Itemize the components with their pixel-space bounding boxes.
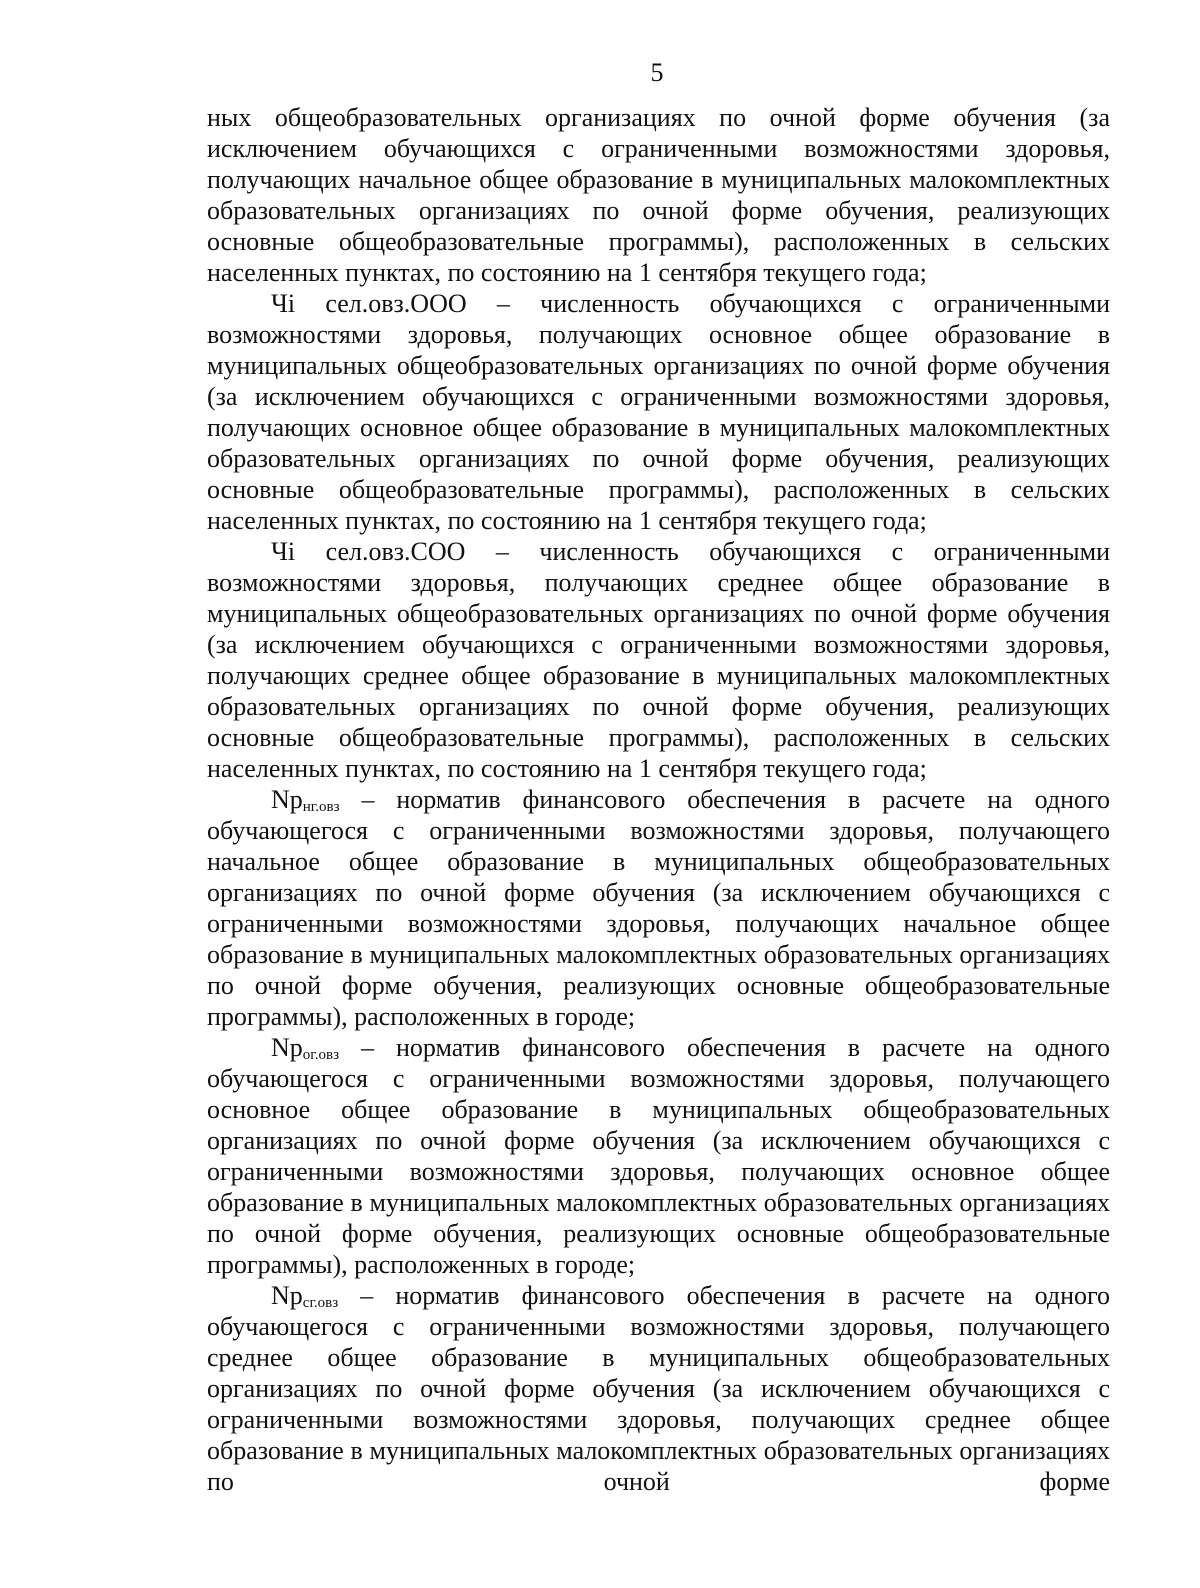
symbol-subscript-ng-ovz: нг.овз [302, 799, 340, 815]
symbol-subscript-og-ovz: ог.овз [302, 1047, 339, 1063]
document-body [207, 102, 1110, 1497]
paragraph-text: – численность обучающихся с ограниченными возможностями здоровья, получающих среднее общее образование в муниципальных общеобразовательных организациях по очной форме обучения (за исключением обучающихся с ограниченными возможностями здоровья, получающих среднее общее образование в муниципальных малокомплектных образовательных организациях по очной форме обучения, реализующих основные общеобразовательные программы), расположенных в сельских населенных пунктах, по состоянию на 1 сентября текущего года; [207, 537, 1110, 783]
symbol-ch-sel-ovz-soo: Чi сел.овз.СОО [271, 537, 466, 566]
symbol-subscript-sg-ovz: сг.овз [302, 1295, 339, 1311]
symbol-np: Nр [271, 1281, 303, 1310]
symbol-ch-sel-ovz-ooo: Чi сел.овз.ООО [271, 289, 467, 318]
paragraph-text: – норматив финансового обеспечения в расчете на одного обучающегося с ограниченными возможностями здоровья, получающего среднее общее образование в муниципальных общеобразовательных организациях по очной форме обучения (за исключением обучающихся с ограниченными возможностями здоровья, получающих среднее общее образование в муниципальных малокомплектных образовательных организациях по очной форме [207, 1281, 1110, 1496]
paragraph-ch-sel-ovz-ooo [207, 288, 1110, 536]
symbol-np: Nр [271, 1033, 303, 1062]
page-number: 5 [650, 58, 664, 87]
paragraph-ch-sel-ovz-soo [207, 536, 1110, 784]
paragraph-text: – норматив финансового обеспечения в расчете на одного обучающегося с ограниченными возможностями здоровья, получающего начальное общее образование в муниципальных общеобразовательных организациях по очной форме обучения (за исключением обучающихся с ограниченными возможностями здоровья, получающих начальное общее образование в муниципальных малокомплектных образовательных организациях по очной форме обучения, реализующих основные общеобразовательные программы), расположенных в городе; [207, 785, 1110, 1031]
paragraph-np-sg-ovz [207, 1280, 1110, 1497]
paragraph-np-ng-ovz [207, 784, 1110, 1032]
paragraph-text: – численность обучающихся с ограниченными возможностями здоровья, получающих основное общее образование в муниципальных общеобразовательных организациях по очной форме обучения (за исключением обучающихся с ограниченными возможностями здоровья, получающих основное общее образование в муниципальных малокомплектных образовательных организациях по очной форме обучения, реализующих основные общеобразовательные программы), расположенных в сельских населенных пунктах, по состоянию на 1 сентября текущего года; [207, 289, 1110, 535]
paragraph-text: – норматив финансового обеспечения в расчете на одного обучающегося с ограниченными возможностями здоровья, получающего основное общее образование в муниципальных общеобразовательных организациях по очной форме обучения (за исключением обучающихся с ограниченными возможностями здоровья, получающих основное общее образование в муниципальных малокомплектных образовательных организациях по очной форме обучения, реализующих основные общеобразовательные программы), расположенных в городе; [207, 1033, 1110, 1279]
symbol-np: Nр [271, 785, 303, 814]
paragraph-text: ных общеобразовательных организациях по очной форме обучения (за исключением обучающихся с ограниченными возможностями здоровья, получающих начальное общее образование в муниципальных малокомплектных образовательных организациях по очной форме обучения, реализующих основные общеобразовательные программы), расположенных в сельских населенных пунктах, по состоянию на 1 сентября текущего года; [207, 103, 1110, 287]
paragraph-continuation [207, 102, 1110, 288]
paragraph-np-og-ovz [207, 1032, 1110, 1280]
